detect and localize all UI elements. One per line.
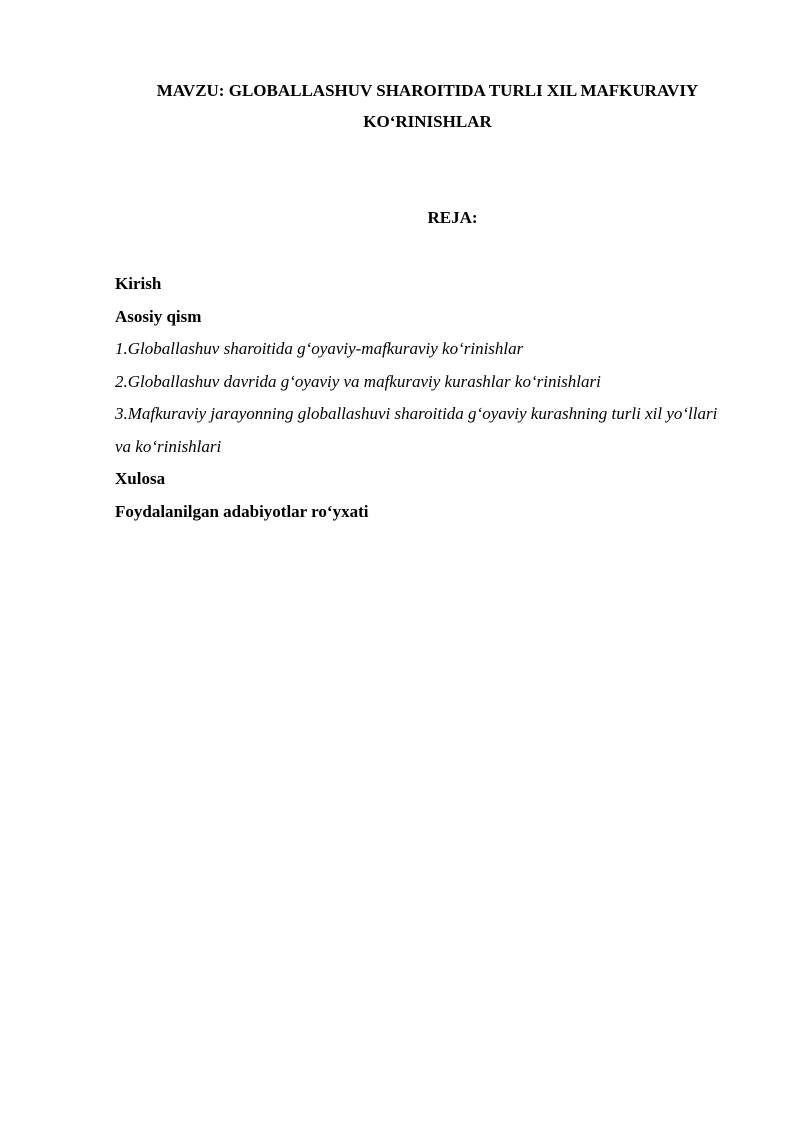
outline-main-part: Asosiy qism [115, 306, 202, 326]
document-title: MAVZU: GLOBALLASHUV SHAROITIDA TURLI XIL MAFKURAVIY KO‘RINISHLAR [156, 81, 699, 131]
outline-conclusion: Xulosa [115, 469, 166, 488]
plan-outline [115, 268, 735, 528]
outline-intro: Kirish [115, 274, 162, 293]
plan-heading: REJA: [427, 208, 478, 227]
outline-item-1: 1.Globallashuv sharoitida g‘oyaviy-mafkuraviy ko‘rinishlar [115, 339, 524, 358]
outline-item-2: 2.Globallashuv davrida g‘oyaviy va mafkuraviy kurashlar ko‘rinishlari [115, 371, 601, 391]
outline-references: Foydalanilgan adabiyotlar ro‘yxati [115, 501, 369, 521]
outline-item-3: 3.Mafkuraviy jarayonning globallashuvi sharoitida g‘oyaviy kurashning turli xil yo‘llari va ko‘rinishlari [115, 404, 718, 456]
